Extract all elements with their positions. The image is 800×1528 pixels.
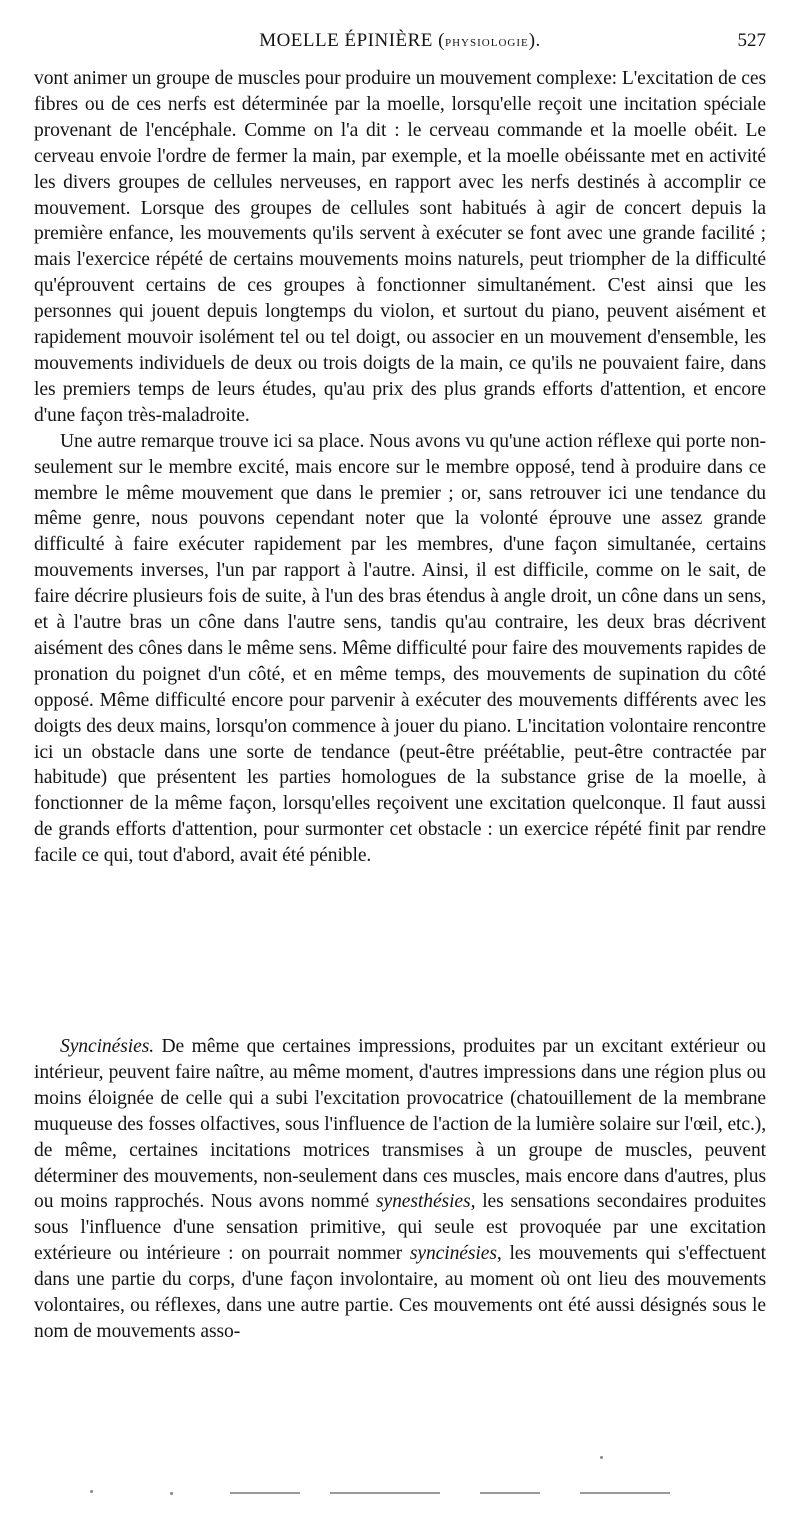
term-syncinesies: syncinésies bbox=[409, 1243, 497, 1265]
speck bbox=[600, 1456, 603, 1459]
main-text bbox=[34, 66, 766, 869]
speck bbox=[580, 1492, 670, 1494]
running-title-end: ). bbox=[528, 30, 541, 51]
section-syncinesies bbox=[34, 1034, 766, 1345]
term-synesthesies: synesthésies bbox=[375, 1191, 471, 1213]
speck bbox=[90, 1490, 93, 1493]
section-text-part-3: , les mouvements qui s'effectuent dans une partie du corps, d'une façon involontaire, au moment où ont lieu des mouvements volontaires, ou réflexes, dans une autre partie. Ces mouvements ont été aussi désignés sous le nom de mouvements asso- bbox=[34, 1243, 767, 1342]
running-title-main: MOELLE ÉPINIÈRE ( bbox=[259, 30, 445, 51]
speck bbox=[330, 1492, 440, 1494]
speck bbox=[230, 1492, 300, 1494]
paragraph-continuation: vont animer un groupe de muscles pour produire un mouvement complexe: L'excitation de ces fibres ou de ces nerfs est déterminée par la moelle, lorsqu'elle reçoit une incitation spéciale provenant de l'encéphale. Comme on l'a dit : le cerveau commande et la moelle obéit. Le cerveau envoie l'ordre de fermer la main, par exemple, et la moelle obéissante met en activité les divers groupes de cellules nerveuses, en rapport avec les nerfs destinés à accomplir ce mouvement. Lorsque des groupes de cellules sont habitués à agir de concert depuis la première enfance, les mouvements qu'ils servent à exécuter se font avec une grande facilité ; mais l'exercice répété de certains mouvements moins naturels, peut triompher de la difficulté qu'éprouvent certains de ces groupes à fonctionner simultanément. C'est ainsi que les personnes qui jouent depuis longtemps du violon, et surtout du piano, peuvent aisément et rapidement mouvoir isolément tel ou tel doigt, ou associer en un mouvement d'ensemble, les mouvements individuels de deux ou trois doigts de la main, ce qu'ils ne pouvaient faire, dans les premiers temps de leurs études, qu'au prix des plus grands efforts d'attention, et encore d'une façon très-maladroite. bbox=[34, 68, 766, 426]
page-bottom-specks bbox=[60, 1468, 760, 1498]
section-text-part-1: De même que certaines impressions, produites par un excitant extérieur ou intérieur, peuvent faire naître, au même moment, d'autres impressions dans une région plus ou moins éloignée de celle qui a subi l'excitation provocatrice (chatouillement de la membrane muqueuse des fosses olfactives, sous l'influence de l'action de la lumière solaire sur l'œil, etc.), de même, certaines incitations motrices transmises à un groupe de muscles, peuvent déterminer des mouvements, non-seulement dans ces muscles, mais encore dans d'autres, plus ou moins rapprochés. Nous avons nommé bbox=[34, 1036, 766, 1213]
running-title bbox=[34, 30, 766, 52]
section-title: Syncinésies. bbox=[60, 1036, 155, 1057]
speck bbox=[480, 1492, 540, 1494]
page-number: 527 bbox=[737, 30, 766, 51]
paragraph-remark: Une autre remarque trouve ici sa place. Nous avons vu qu'une action réflexe qui porte non-seulement sur le membre excité, mais encore sur le membre opposé, tend à produire dans ce membre le même mouvement que dans le premier ; or, sans retrouver ici une tendance du même genre, nous pouvons cependant noter que la volonté éprouve une assez grande difficulté à faire exécuter rapidement par les membres, d'une façon simultanée, certains mouvements inverses, l'un par rapport à l'autre. Ainsi, il est difficile, comme on le sait, de faire décrire plusieurs fois de suite, à l'un des bras étendus à angle droit, un cône dans un sens, et à l'autre bras un cône dans l'autre sens, tandis qu'au contraire, les deux bras décrivent aisément des cônes dans le même sens. Même difficulté pour faire des mouvements rapides de pronation du poignet d'un côté, et en même temps, des mouvements de supination du côté opposé. Même difficulté encore pour parvenir à exécuter des mouvements différents avec les doigts des deux mains, lorsqu'on commence à jouer du piano. L'incitation volontaire rencontre ici un obstacle dans une sorte de tendance (peut-être préétablie, peut-être contractée par habitude) que présentent les parties homologues de la substance grise de la moelle, à fonctionner de la même façon, lorsqu'elles reçoivent une excitation quelconque. Il faut aussi de grands efforts d'attention, pour surmonter cet obstacle : un exercice répété finit par rendre facile ce qui, tout d'abord, avait été pénible. bbox=[34, 430, 766, 867]
running-title-small-caps: physiologie bbox=[445, 34, 529, 50]
speck bbox=[170, 1492, 173, 1495]
section-paragraph bbox=[34, 1034, 766, 1345]
section-text-part-2: , les sensations secondaires produites sous l'influence d'une sensation primitive, qui seule est provoquée par une excitation extérieure ou intérieure : on pourrait nommer bbox=[34, 1191, 767, 1265]
running-head bbox=[34, 30, 766, 60]
